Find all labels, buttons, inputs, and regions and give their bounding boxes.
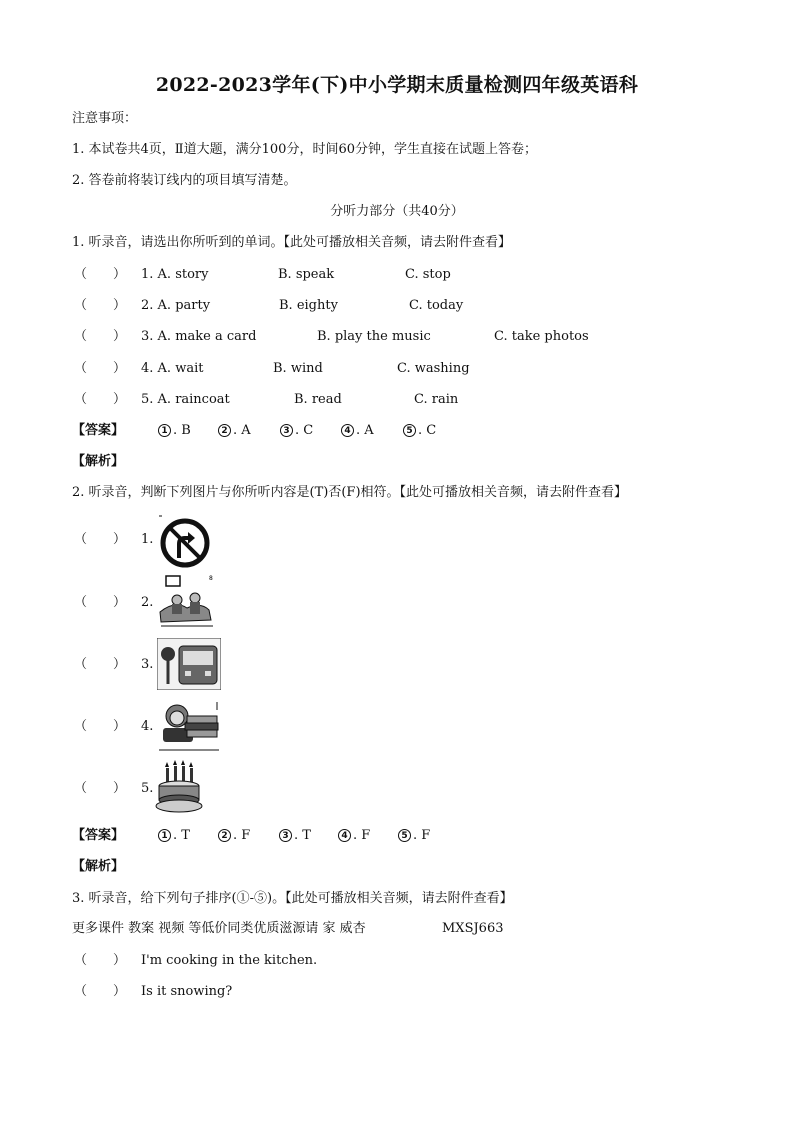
page-title: 2022-2023学年(下)中小学期末质量检测四年级英语科: [155, 74, 639, 96]
answer-item: 2 . A: [218, 423, 251, 438]
answer-bracket[interactable]: （ ）: [74, 953, 127, 968]
q2-prompt: 2. 听录音，判断下列图片与你所听内容是(T)否(F)相符。【此处可播放相关音频，请去附件查看】: [72, 485, 628, 500]
option-b: B. speak: [278, 267, 335, 282]
item-number: 5.: [141, 781, 154, 796]
option-b: B. wind: [273, 361, 323, 376]
sentence-item: I'm cooking in the kitchen.: [141, 953, 318, 968]
note-item-2: 2. 答卷前将装订线内的项目填写清楚。: [72, 173, 297, 188]
watermark-text: 更多课件 教案 视频 等低价同类优质滋源请 家 威杏: [72, 921, 366, 936]
answer-bracket[interactable]: （ ）: [74, 267, 127, 282]
children-drawing-picture-icon: [157, 572, 215, 628]
option-c: C. today: [409, 298, 464, 313]
option-a: 4. A. wait: [141, 361, 204, 376]
answer-bracket[interactable]: （ ）: [74, 298, 127, 313]
answer-item: 3 . C: [280, 423, 313, 438]
option-c: C. take photos: [494, 329, 589, 344]
answer-label: 【答案】: [72, 423, 125, 438]
answer-bracket[interactable]: （ ）: [74, 532, 127, 547]
answer-item: 1 . B: [158, 423, 191, 438]
answer-bracket[interactable]: （ ）: [74, 595, 127, 610]
notes-heading: 注意事项：: [72, 111, 138, 126]
answer-label: 【答案】: [72, 828, 125, 843]
sentence-item: Is it snowing?: [141, 984, 233, 999]
answer-item: 4 . A: [341, 423, 374, 438]
answer-item: 5 . F: [398, 828, 430, 843]
item-number: 3.: [141, 657, 154, 672]
svg-text:8: 8: [209, 575, 213, 582]
q1-prompt: 1. 听录音，请选出你所听到的单词。【此处可播放相关音频，请去附件查看】: [72, 235, 512, 250]
answer-bracket[interactable]: （ ）: [74, 719, 127, 734]
answer-item: 3 . T: [279, 828, 311, 843]
answer-item: 4 . F: [338, 828, 370, 843]
analysis-label: 【解析】: [72, 454, 125, 469]
option-a: 1. A. story: [141, 267, 209, 282]
option-b: B. read: [294, 392, 342, 407]
answer-bracket[interactable]: （ ）: [74, 329, 127, 344]
option-c: C. stop: [405, 267, 451, 282]
boy-reading-books-icon: [157, 700, 221, 754]
option-a: 5. A. raincoat: [141, 392, 230, 407]
watermark-code: MXSJ663: [442, 921, 504, 936]
q3-prompt: 3. 听录音，给下列句子排序(①-⑤)。【此处可播放相关音频，请去附件查看】: [72, 891, 513, 906]
item-number: 2.: [141, 595, 154, 610]
answer-bracket[interactable]: （ ）: [74, 392, 127, 407]
option-a: 2. A. party: [141, 298, 211, 313]
item-number: 4.: [141, 719, 154, 734]
option-c: C. washing: [397, 361, 470, 376]
answer-bracket[interactable]: （ ）: [74, 984, 127, 999]
option-a: 3. A. make a card: [141, 329, 257, 344]
answer-bracket[interactable]: （ ）: [74, 657, 127, 672]
bus-stop-icon: [157, 638, 221, 690]
birthday-cake-icon: [152, 760, 204, 818]
answer-bracket[interactable]: （ ）: [74, 781, 127, 796]
answer-item: 5 . C: [403, 423, 436, 438]
analysis-label: 【解析】: [72, 859, 125, 874]
option-b: B. eighty: [279, 298, 338, 313]
item-number: 1.: [141, 532, 154, 547]
option-b: B. play the music: [317, 329, 431, 344]
note-item-1: 1. 本试卷共4页，Ⅱ道大题，满分100分，时间60分钟，学生直接在试题上答卷；: [72, 142, 537, 157]
option-c: C. rain: [414, 392, 459, 407]
no-left-turn-sign-icon: [157, 514, 211, 568]
section-title: 分听力部分（共40分）: [330, 204, 464, 219]
answer-item: 1 . T: [158, 828, 190, 843]
answer-bracket[interactable]: （ ）: [74, 361, 127, 376]
answer-item: 2 . F: [218, 828, 250, 843]
